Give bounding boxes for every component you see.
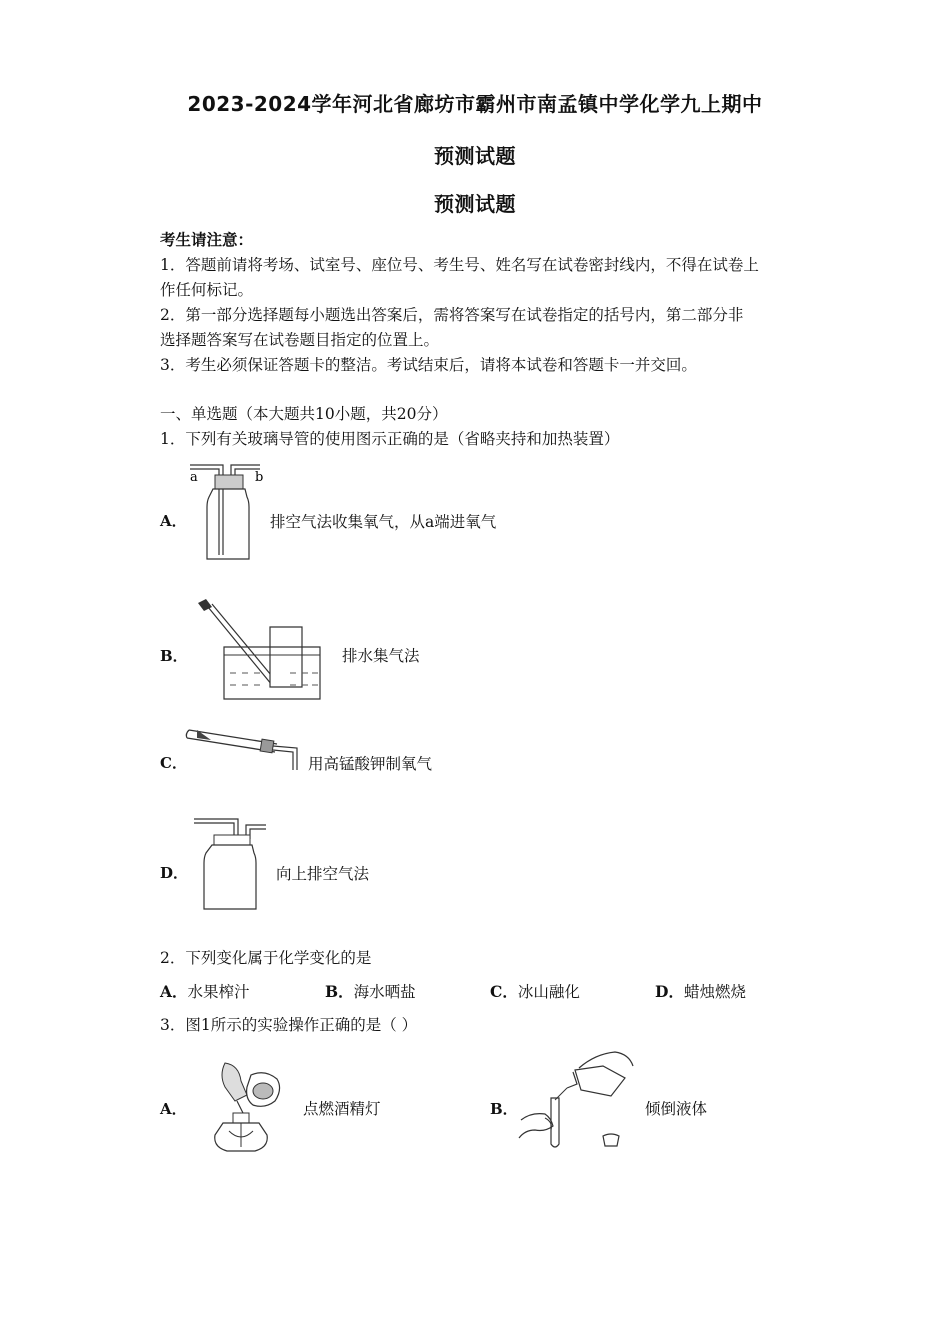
q3-option-b-text: 倾倒液体 — [645, 1100, 708, 1118]
q1-option-d-text: 向上排空气法 — [276, 865, 370, 883]
notice-item1-line1: 1．答题前请将考场、试室号、座位号、考生号、姓名写在试卷密封线内，不得在试卷上 — [160, 256, 759, 274]
q2-option-b — [325, 980, 416, 1002]
q1-option-b-letter: B． — [160, 647, 188, 665]
q2-option-c — [490, 980, 580, 1002]
notice-item2-line1: 2．第一部分选择题每小题选出答案后，需将答案写在试卷指定的括号内，第二部分非 — [160, 306, 744, 324]
tube-label-b: b — [255, 470, 264, 485]
q1-option-a-text: 排空气法收集氧气，从a端进氧气 — [270, 513, 497, 531]
upward-air-collection-diagram — [190, 815, 275, 915]
q1-option-d-letter: D． — [160, 864, 189, 882]
q1-option-b-text: 排水集气法 — [342, 647, 420, 665]
doc-title-line2: 预测试题 — [434, 144, 516, 168]
q2-option-b-letter: B． — [325, 982, 354, 1001]
test-tube-heating-diagram — [185, 722, 310, 774]
q2-option-c-letter: C． — [490, 982, 518, 1001]
doc-title-line1: 2023-2024学年河北省廊坊市霸州市南孟镇中学化学九上期中 — [187, 92, 763, 116]
q2-option-b-text: 海水晒盐 — [353, 983, 416, 1001]
q2-option-d — [655, 980, 746, 1002]
alcohol-lamp-lighting-diagram — [195, 1055, 290, 1155]
notice-item2-line2: 选择题答案写在试卷题目指定的位置上。 — [160, 331, 440, 349]
q2-option-a-text: 水果榨汁 — [187, 983, 250, 1001]
section1-heading: 一、单选题（本大题共10小题，共20分） — [160, 405, 448, 423]
q1-option-a-letter: A． — [160, 512, 187, 530]
q1-option-c-text: 用高锰酸钾制氧气 — [308, 755, 433, 773]
notice-item3: 3．考生必须保证答题卡的整洁。考试结束后，请将本试卷和答题卡一并交回。 — [160, 356, 697, 374]
q2-option-d-letter: D． — [655, 982, 684, 1001]
q1-stem: 1．下列有关玻璃导管的使用图示正确的是（省略夹持和加热装置） — [160, 430, 620, 448]
q3-option-a-letter: A． — [160, 1100, 187, 1118]
doc-title-line3: 预测试题 — [434, 192, 516, 216]
q2-option-c-text: 冰山融化 — [517, 983, 580, 1001]
q2-option-a — [160, 980, 250, 1002]
pouring-liquid-diagram — [515, 1048, 640, 1156]
q3-option-a-text: 点燃酒精灯 — [303, 1100, 381, 1118]
q3-stem: 3．图1所示的实验操作正确的是（ ） — [160, 1016, 418, 1034]
gas-bottle-diagram-a — [185, 455, 265, 565]
q1-option-c-letter: C． — [160, 754, 187, 772]
notice-item1-line2: 作任何标记。 — [160, 281, 254, 299]
notice-heading: 考生请注意： — [160, 230, 254, 249]
q3-option-b-letter: B． — [490, 1100, 518, 1118]
q2-option-a-letter: A． — [160, 982, 188, 1001]
tube-label-a: a — [190, 470, 198, 485]
q2-option-d-text: 蜡烛燃烧 — [683, 983, 746, 1001]
q2-stem: 2．下列变化属于化学变化的是 — [160, 949, 372, 967]
water-trough-diagram — [190, 595, 330, 705]
